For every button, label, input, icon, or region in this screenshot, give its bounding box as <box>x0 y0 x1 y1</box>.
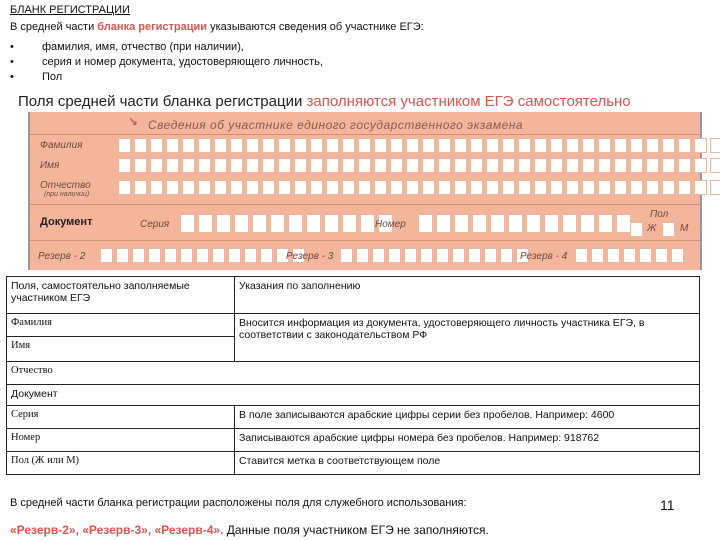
list-item: • Пол <box>10 71 63 83</box>
page-number: 11 <box>660 497 675 513</box>
gender-m-cell <box>662 222 675 237</box>
number-label: Номер <box>375 219 406 230</box>
table-row <box>7 452 700 475</box>
instructions-table <box>6 276 700 475</box>
document-label: Документ <box>40 216 93 228</box>
footer-text: В средней части бланка регистрации расположены поля для служебного использования: <box>10 497 467 509</box>
list-item: • фамилия, имя, отчество (при наличии), <box>10 41 244 53</box>
table-cell: В поле записываются арабские цифры серии без пробелов. Например: 4600 <box>235 406 700 429</box>
reserve2-cells <box>100 248 305 263</box>
table-cell: Вносится информация из документа, удостоверяющего личность участника ЕГЭ, в соответствии с законодательством РФ <box>235 314 700 362</box>
reserve4-cells <box>575 248 684 263</box>
series-label: Серия <box>140 219 170 230</box>
patronymic-cells <box>118 180 720 195</box>
table-cell: Документ <box>7 385 700 406</box>
patronymic-note: (при наличии) <box>44 191 90 198</box>
table-cell: Имя <box>7 337 235 362</box>
table-cell: Записываются арабские цифры номера без пробелов. Например: 918762 <box>235 429 700 452</box>
footer-note: «Резерв-2», «Резерв-3», «Резерв-4». Данные поля участником ЕГЭ не заполняются. <box>10 523 489 537</box>
bullet-list <box>10 40 323 85</box>
table-header-cell: Указания по заполнению <box>235 277 700 314</box>
gender-label: Пол <box>650 209 669 220</box>
page-title: БЛАНК РЕГИСТРАЦИИ <box>10 4 130 16</box>
table-cell: Отчество <box>7 362 700 385</box>
reserve4-label: Резерв - 4 <box>520 251 568 262</box>
gender-f-label: Ж <box>647 223 657 234</box>
table-cell: Пол (Ж или М) <box>7 452 235 475</box>
intro-text: В средней части бланка регистрации указываются сведения об участнике ЕГЭ: <box>10 21 424 33</box>
surname-cells <box>118 138 720 153</box>
table-cell: Серия <box>7 406 235 429</box>
table-row <box>7 429 700 452</box>
table-header-cell: Поля, самостоятельно заполняемые участником ЕГЭ <box>7 277 235 314</box>
section-subtitle: Поля средней части бланка регистрации заполняются участником ЕГЭ самостоятельно <box>18 93 631 110</box>
gender-f-cell <box>630 222 643 237</box>
arrow-icon: ↘ <box>128 114 139 128</box>
table-cell: Номер <box>7 429 235 452</box>
name-label: Имя <box>40 160 60 171</box>
table-header-row <box>7 277 700 314</box>
number-cells <box>418 214 631 233</box>
table-row <box>7 406 700 429</box>
table-row <box>7 362 700 385</box>
registration-form-image <box>28 112 702 270</box>
gender-m-label: М <box>680 223 689 234</box>
surname-label: Фамилия <box>40 140 83 151</box>
table-cell: Ставится метка в соответствующем поле <box>235 452 700 475</box>
list-item: • серия и номер документа, удостоверяющего личность, <box>10 56 323 68</box>
name-cells <box>118 158 720 173</box>
table-row <box>7 314 700 337</box>
reserve3-cells <box>340 248 529 263</box>
series-cells <box>180 214 393 233</box>
form-heading: Сведения об участнике единого государственного экзамена <box>148 118 524 132</box>
table-row <box>7 385 700 406</box>
patronymic-label: Отчество <box>40 180 91 191</box>
reserve3-label: Резерв - 3 <box>286 251 334 262</box>
reserve2-label: Резерв - 2 <box>38 251 86 262</box>
table-cell: Фамилия <box>7 314 235 337</box>
